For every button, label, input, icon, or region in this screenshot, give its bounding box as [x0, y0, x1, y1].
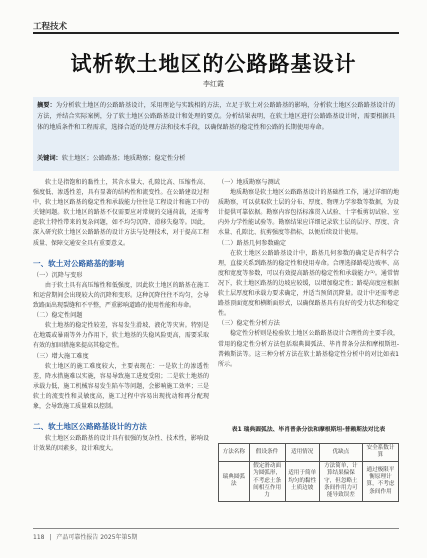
- paragraph: 软土地区的施工难度较大，主要表现在：一是软土的渗透性差，降水措施难以实施，容易导致施工进度受阻；二是软土地基的承载力低，施工机械容易发生陷车等问题，会影响施工效率；三是软土的流变性和灵敏度高，施工过程中容易出现扰动和再分配现象，会导致施工质量难以控制。: [33, 362, 209, 410]
- left-column: [33, 178, 209, 454]
- table-cell: 假定滑动面为圆弧形，不考虑土条间相互作用力: [249, 461, 285, 501]
- subsection-heading: （二）稳定性问题: [33, 312, 83, 320]
- section-heading-2: 二、软土地区公路路基设计的方法: [33, 422, 147, 432]
- table-header-row: [219, 444, 399, 462]
- table-header: 适用情况: [285, 444, 319, 462]
- journal-name: 产品可靠性报告 2025年第5期: [56, 534, 138, 541]
- keywords: [37, 153, 395, 162]
- table-cell: 通过极限平衡原理计算，不考虑条间作用: [362, 461, 398, 501]
- page-number: 118: [33, 534, 45, 541]
- footer-rule: [33, 528, 399, 529]
- paragraph: 软土地区公路路基的设计具有很强的复杂性、技术性，影响设计效果的因素多，设计难度大。: [33, 435, 209, 453]
- paragraph: 稳定性分析则是检验软土地区公路路基设计合理性的主要手段，常用的稳定性分析方法包括瑞典圆弧法、毕肖普条分法和摩根斯坦-普赖斯法等。这三种分析方法在软土路基稳定性分析中的对比如表1所示。: [218, 330, 399, 368]
- abstract: [37, 100, 395, 133]
- subsection-heading: （一）地质勘察与测试: [218, 179, 280, 186]
- table-row: [219, 461, 399, 501]
- right-column: [218, 178, 399, 370]
- section-heading-1: 一、软土对公路路基的影响: [33, 258, 125, 268]
- abstract-text: 为分析软土地区的公路路基设计，采用理论与实践相的方法，立足于软土对公路路基的影响，分析软土地区公路路基设计的方法，并结合实际案例，分了软土地区公路路基设计和处理的要点。分析结果表明，在软土地区进行公路路基设计时，需要根据具体的地质条件和工程需求，选择合适的处理方法和技术手段，以确保路基的稳定性和公路的长期使用寿命。: [37, 102, 396, 131]
- table-header: 优缺点: [319, 444, 362, 462]
- intro-paragraph: 软土是指饱和的黏性土，其含水量大、孔隙比高、压缩性高、强度低、渗透性差，具有显著的结构性和流变性。在公路建设过程中，软土地区路基的稳定性和承载能力往往是工程设计和施工中的关键问题。软土地区的路基不仅需要应对常规的交通荷载，还需考虑软土特性带来的复杂问题，如不均匀沉降、滑移失稳等。因此，深入研究软土地区公路路基的设计方法与处理技术，对于提高工程质量、保障交通安全具有重要意义。: [33, 179, 209, 247]
- paragraph: 由于软土具有高压缩性和低强度，因此软土地区的路基在施工和运营期间会出现较大的沉降和变形。这种沉降往往不均匀，会导致路面出现裂缝和不平整，严重影响道路的使用性能和寿命。: [33, 281, 209, 310]
- author: 李红霞: [203, 80, 224, 88]
- subsection-heading: （二）路基几何参数确定: [218, 239, 287, 247]
- top-rule: [33, 32, 399, 34]
- table-header: 方法名称: [219, 444, 250, 462]
- table-title: 表1 瑞典圆弧法、毕肖普条分法和摩根斯坦-普赖斯法对比表: [231, 427, 386, 433]
- table-cell: 方法简单，计算结果偏保守，但忽略土条间作用力可能导致误差: [319, 461, 362, 501]
- subsection-heading: （一）沉降与变形: [33, 271, 83, 279]
- footer: 118 | 产品可靠性报告 2025年第5期: [33, 534, 138, 541]
- subsection-heading: （三）稳定性分析方法: [218, 320, 280, 328]
- article-title: 试析软土地区的公路路基设计: [70, 52, 357, 76]
- keywords-label: 关键词：: [37, 155, 62, 162]
- abstract-label: 摘要：: [37, 102, 56, 109]
- keywords-text: 软土地区；公路路基；地质勘察；稳定性分析: [61, 155, 186, 162]
- paragraph: 软土地基的稳定性较差，容易发生滑坡、液化等灾害。特别是在地震或暴雨等外力作用下，软土地基的失稳风险更高，需要采取有效的加固措施来提高其稳定性。: [33, 322, 209, 350]
- section-tag: 工程技术: [33, 22, 68, 32]
- table-header: 假设条件: [249, 444, 285, 462]
- comparison-table: [218, 443, 399, 502]
- table-cell: 适用于简单均匀的黏性土质边坡: [285, 461, 319, 501]
- paragraph: 地质勘察是软土地区公路路基设计的基础性工作，通过详细的地质勘察，可以获取软土层的分布、厚度、物理力学参数等数据，为设计提供可靠依据。勘察内容包括标准贯入试验、十字板剪切试验、室内外力学性能试验等。勘察结果应详细记录软土层的层序、厚度、含水量、孔隙比、抗剪强度等指标，以便后续设计使用。: [218, 189, 399, 237]
- subsection-heading: （三）增大施工难度: [33, 352, 89, 360]
- paragraph: 在软土地区公路路基设计中，路基几何参数的确定是否科学合理，直接关系到路基的稳定性和使用寿命。合理选择路堤边坡率、高度和宽度等参数，可以有效提高路基的稳定性和承载能力⁽¹⁾。通常情况下，软土地区路基的边坡应较缓，以增加稳定性；路堤高度应根据软土层厚度和承载力要求确定，并适当预留沉降量。设计中还需考虑路基顶面宽度和横断面形式，以确保路基具有良好的受力状态和稳定性。: [218, 249, 399, 318]
- table-header: 安全系数计算: [362, 444, 398, 462]
- table-cell: 瑞典圆弧法: [219, 461, 250, 501]
